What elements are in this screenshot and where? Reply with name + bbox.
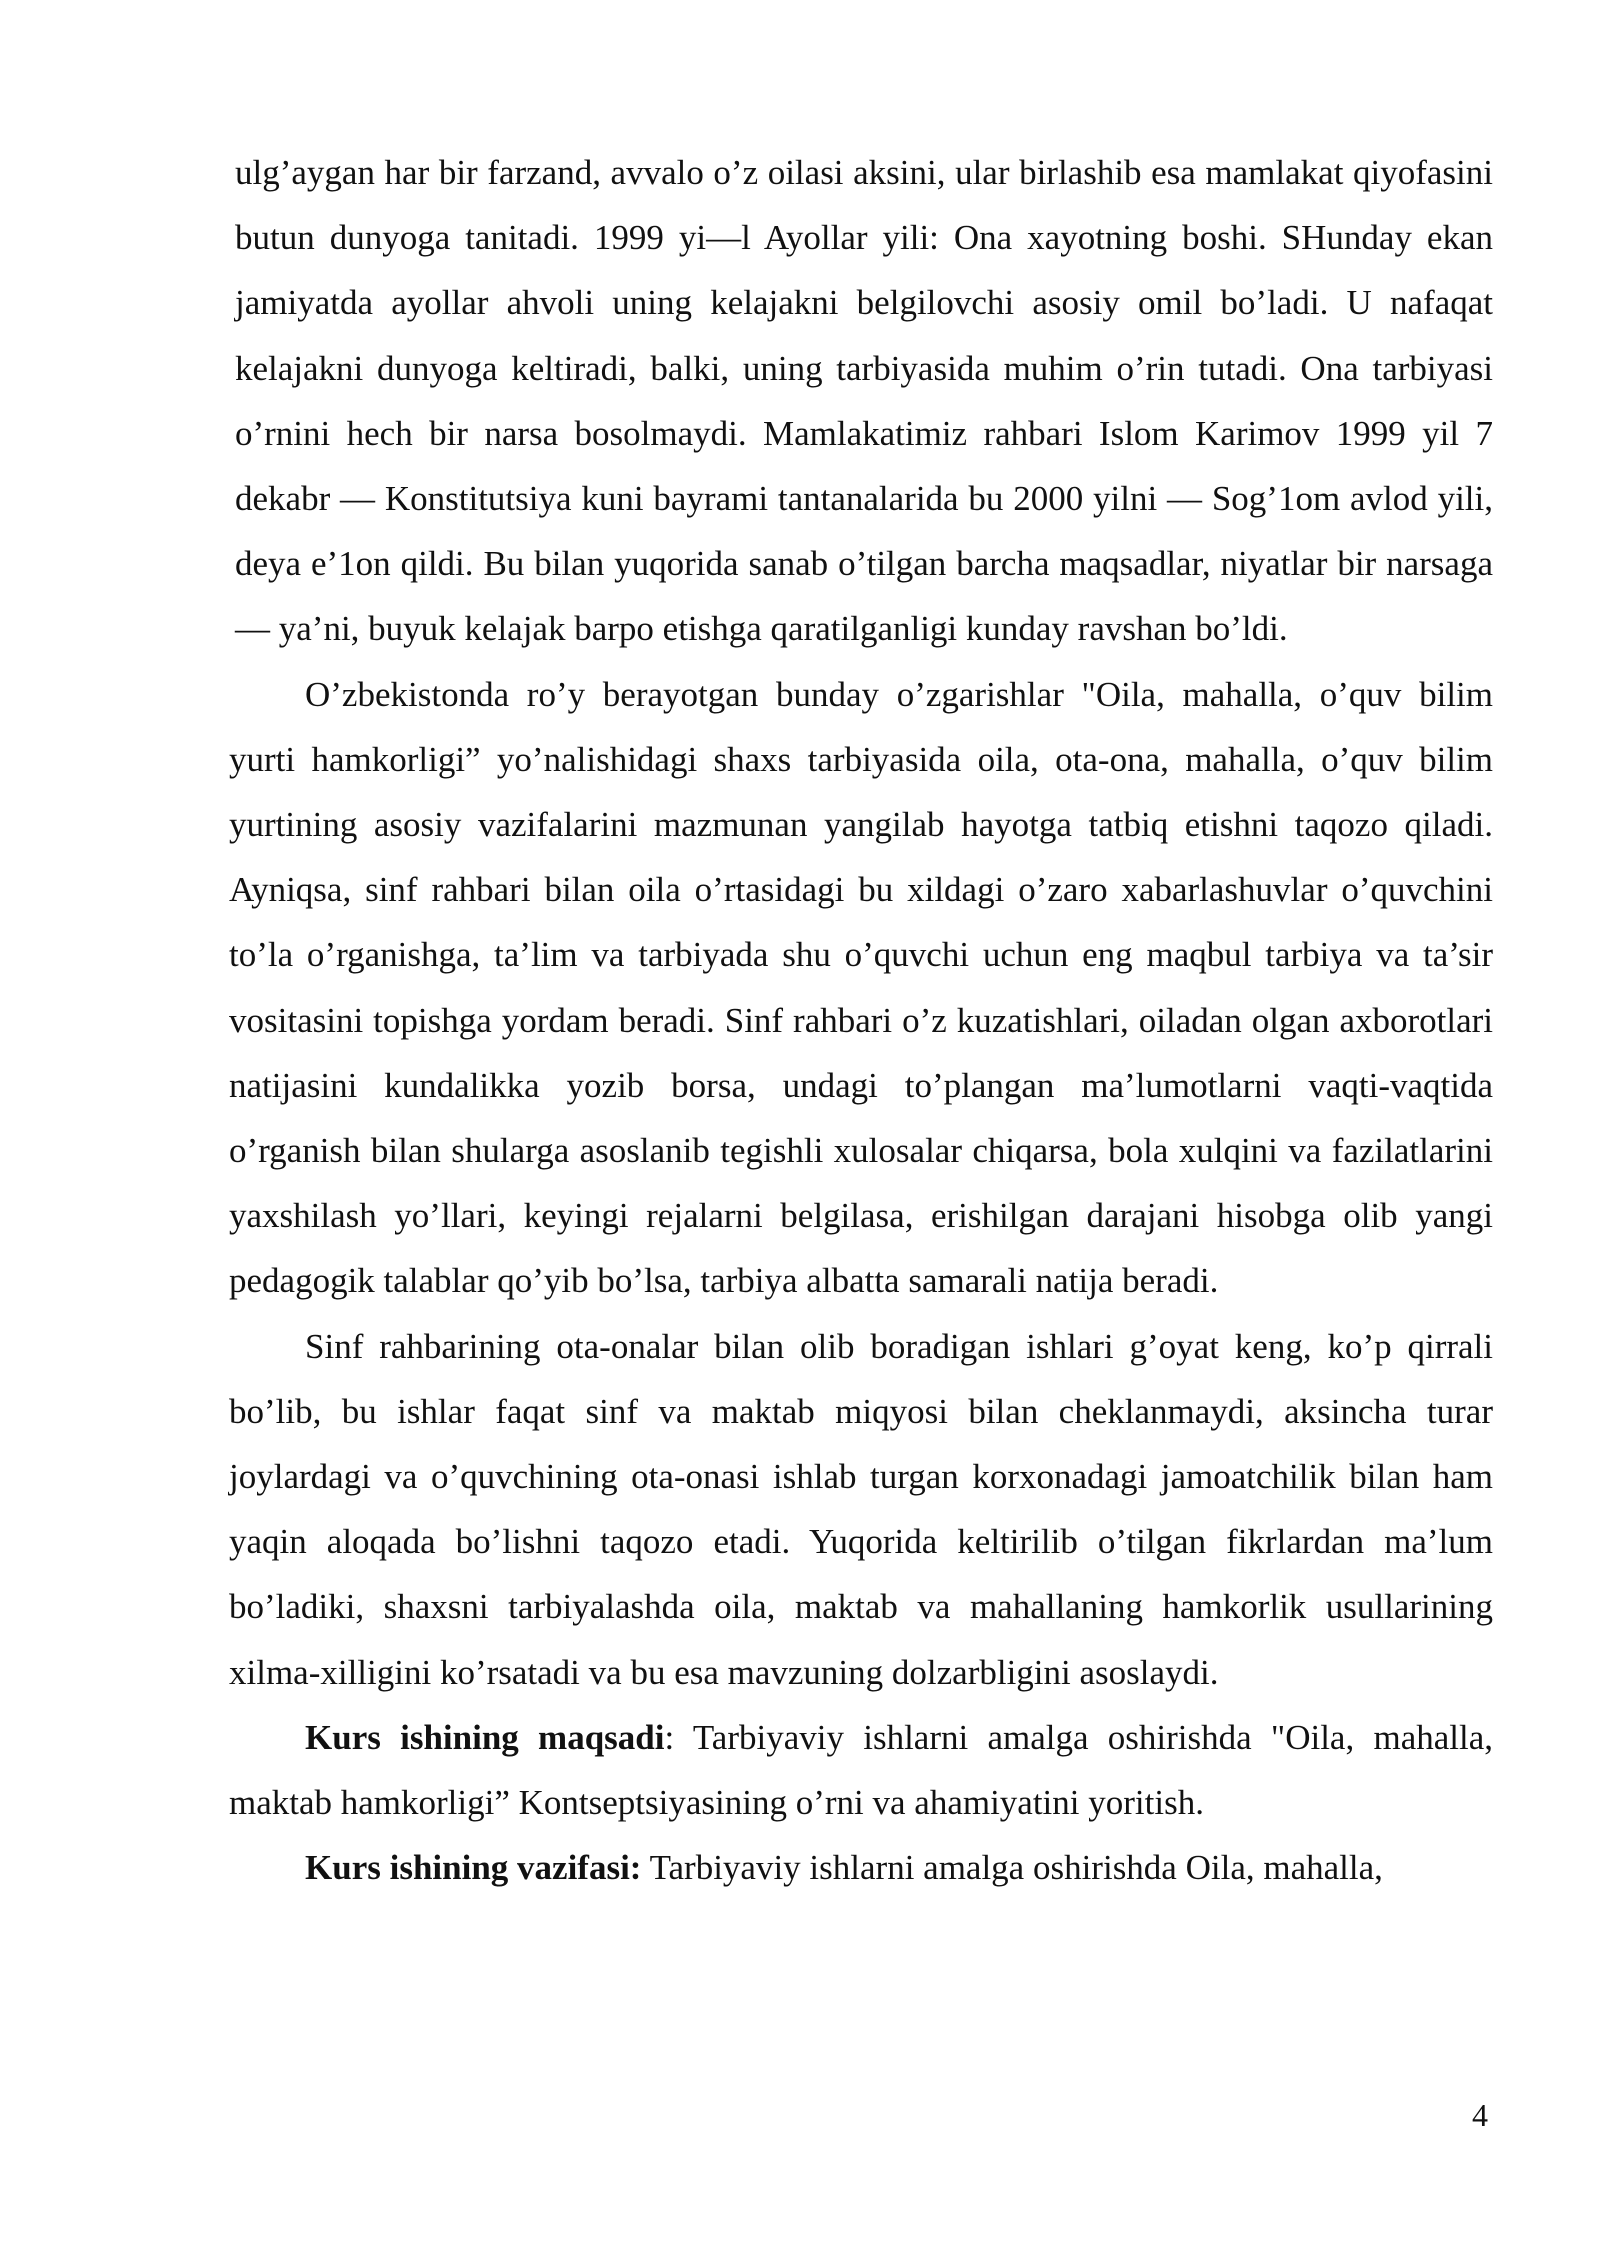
paragraph-uzbekistan-changes [229, 662, 1493, 1314]
paragraph-text: Tarbiyaviy ishlarni amalga oshirishda Oila, mahalla, [641, 1848, 1383, 1888]
page-number: 4 [1472, 2097, 1488, 2133]
paragraph-text: : Tarbiyaviy ishlarni amalga oshirishda "Oila, mahalla, maktab hamkorligi” Kontseptsiyasining o’rni va ahamiyatini yoritish. [229, 1717, 1494, 1823]
paragraph-text: ulg’aygan har bir farzand, avvalo o’z oilasi aksini, ular birlashib esa mamlakat qiyofasini butun dunyoga tanitadi. 1999 yi—l Ayollar yili: Ona xayotning boshi. SHunday ekan jamiyatda ayollar ahvoli uning kelajakni belgilovchi asosiy omil bo’ladi. U nafaqat kelajakni dunyoga keltiradi, balki, uning tarbiyasida muhim o’rin tutadi. Ona tarbiyasi o’rnini hech bir narsa bosolmaydi. Mamlakatimiz rahbari Islom Karimov 1999 yil 7 dekabr — Konstitutsiya kuni bayrami tantanalarida bu 2000 yilni — Sog’1om avlod yili, deya e’1on qildi. Bu bilan yuqorida sanab o’tilgan barcha maqsadlar, niyatlar bir narsaga — ya’ni, buyuk kelajak barpo etishga qaratilganligi kunday ravshan bo’ldi. [235, 153, 1493, 649]
paragraph-continued [229, 140, 1493, 662]
body-text [229, 140, 1493, 1900]
paragraph-text: O’zbekistonda ro’y berayotgan bunday o’zgarishlar "Oila, mahalla, o’quv bilim yurti hamkorligi” yo’nalishidagi shaxs tarbiyasida oila, ota-ona, mahalla, o’quv bilim yurtining asosiy vazifalarini mazmunan yangilab hayotga tatbiq etishni taqozo qiladi. Ayniqsa, sinf rahbari bilan oila o’rtasidagi bu xildagi o’zaro xabarlashuvlar o’quvchini to’la o’rganishga, ta’lim va tarbiyada shu o’quvchi uchun eng maqbul tarbiya va ta’sir vositasini topishga yordam beradi. Sinf rahbari o’z kuzatishlari, oiladan olgan axborotlari natijasini kundalikka yozib borsa, undagi to’plangan ma’lumotlarni vaqti-vaqtida o’rganish bilan shularga asoslanib tegishli xulosalar chiqarsa, bola xulqini va fazilatlarini yaxshilash yo’llari, keyingi rejalarni belgilasa, erishilgan darajani hisobga olib yangi pedagogik talablar qo’yib bo’lsa, tarbiya albatta samarali natija beradi. [229, 674, 1493, 1301]
course-goal-heading: Kurs ishining maqsadi [305, 1717, 665, 1757]
paragraph-course-tasks [229, 1835, 1493, 1900]
paragraph-class-teacher [229, 1314, 1493, 1705]
paragraph-course-goal [229, 1705, 1493, 1835]
paragraph-text: Sinf rahbarining ota-onalar bilan olib boradigan ishlari g’oyat keng, ko’p qirrali bo’lib, bu ishlar faqat sinf va maktab miqyosi bilan cheklanmaydi, aksincha turar joylardagi va o’quvchining ota-onasi ishlab turgan korxonadagi jamoatchilik bilan ham yaqin aloqada bo’lishni taqozo etadi. Yuqorida keltirilib o’tilgan fikrlardan ma’lum bo’ladiki, shaxsni tarbiyalashda oila, maktab va mahallaning hamkorlik usullarining xilma-xilligini ko’rsatadi va bu esa mavzuning dolzarbligini asoslaydi. [229, 1326, 1493, 1692]
course-tasks-heading: Kurs ishining vazifasi: [305, 1848, 642, 1888]
